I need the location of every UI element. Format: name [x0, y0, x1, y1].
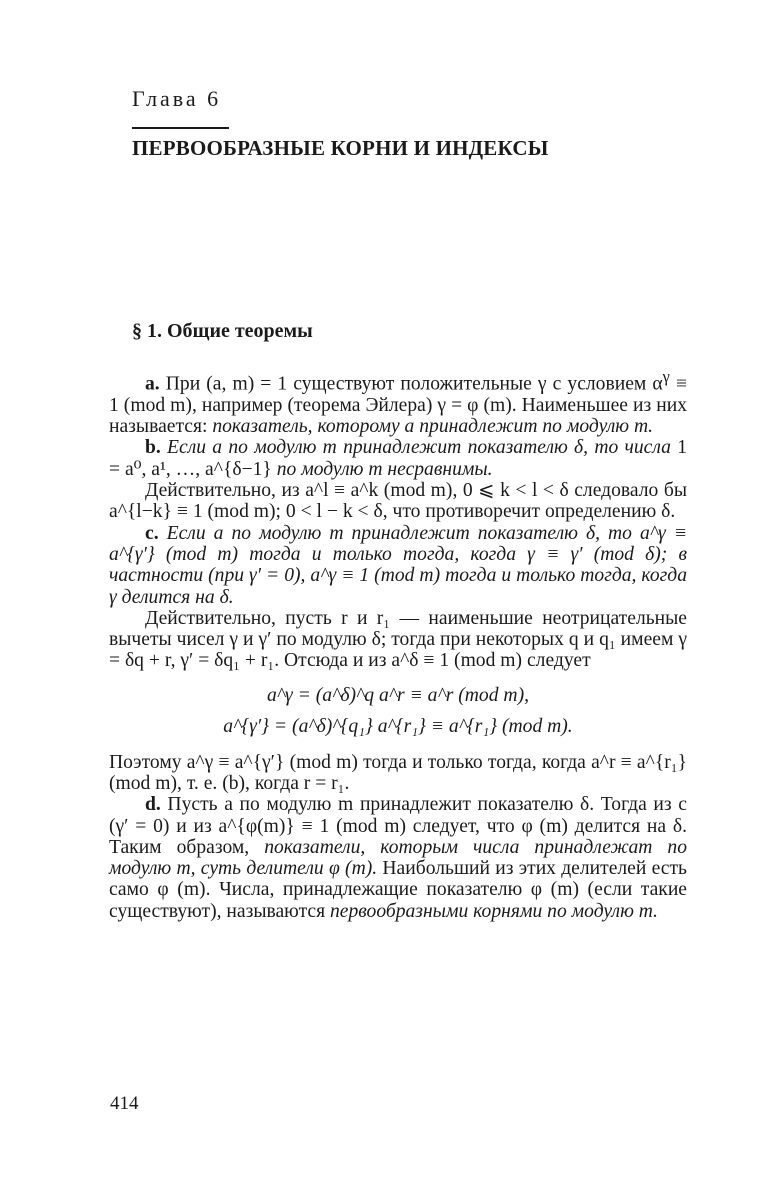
superscript: γ — [662, 367, 670, 386]
theorem-text: Если a по модулю m принадлежит показателю δ, то числа — [160, 437, 678, 459]
paragraph-b-proof: Действительно, из a^l ≡ a^k (mod m), 0 ⩽ k < l < δ следовало бы a^{l−k} ≡ 1 (mod m); 0 < l − k < δ, что противоречит определению δ. — [109, 480, 687, 523]
paragraph-a — [109, 366, 687, 437]
section-heading: § 1. Общие теоремы — [132, 320, 313, 342]
paragraph-b — [109, 437, 687, 480]
paragraph-c — [109, 523, 687, 608]
paragraph-label: d. — [145, 794, 161, 816]
theorem-text: по модулю m несравнимы. — [271, 458, 493, 480]
paragraph-label: a. — [145, 373, 160, 395]
formula-line: a^{γ′} = (a^δ)^{q₁} a^{r₁} ≡ a^{r₁} (mod m). — [223, 715, 573, 737]
paragraph-text: При (a, m) = 1 существуют положительные γ с условием α — [159, 373, 663, 395]
definition-text: показатель, которому a принадлежит по модулю m. — [212, 416, 654, 438]
paragraph-label: b. — [145, 437, 161, 459]
body-text — [109, 366, 687, 922]
paragraph-text: ≡ 1 (mod m), например (теорема Эйлера) γ = φ (m). Наименьшее из них называется: — [109, 373, 687, 438]
paragraph-c-proof: Действительно, пусть r и r₁ — наименьшие неотрицательные вычеты чисел γ и γ′ по модулю δ; тогда при некоторых q и q₁ имеем γ = δq + r, γ′ = δq₁ + r₁. Отсюда и из a^δ ≡ 1 (mod m) следует — [109, 607, 687, 672]
paragraph-conclusion: Поэтому a^γ ≡ a^{γ′} (mod m) тогда и только тогда, когда a^r ≡ a^{r₁} (mod m), т. е. (b), когда r = r₁. — [109, 751, 687, 794]
display-formulas — [109, 680, 687, 742]
inline-formula: 1 = a⁰, a¹, …, a^{δ−1} — [109, 437, 687, 480]
theorem-text: показатели, которым числа принадлежат по модулю m, суть делители φ (m). — [109, 836, 687, 880]
definition-text: первообразными корнями по модулю m. — [329, 900, 658, 922]
paragraph-text: Пусть a по модулю m принадлежит показателю δ. Тогда из c (γ′ = 0) и из a^{φ(m)} ≡ 1 (mod m) следует, что φ (m) делится на δ. Таким образом, — [109, 794, 687, 858]
formula-line: a^γ = (a^δ)^q a^r ≡ a^r (mod m), — [266, 684, 530, 706]
page-number: 414 — [110, 1093, 139, 1114]
paragraph-d — [109, 794, 687, 922]
paragraph-text: Наибольший из этих делителей есть само φ (m). Числа, принадлежащие показателю φ (m) (если такие существуют), называются — [109, 858, 687, 922]
theorem-text: Если a по модулю m принадлежит показателю δ, то a^γ ≡ a^{γ′} (mod m) тогда и только тогда, когда γ ≡ γ′ (mod δ); в частности (при γ′ = 0), a^γ ≡ 1 (mod m) тогда и только тогда, когда γ делится на δ. — [109, 522, 687, 608]
chapter-title: ПЕРВООБРАЗНЫЕ КОРНИ И ИНДЕКСЫ — [132, 136, 549, 160]
paragraph-label: c. — [145, 522, 159, 544]
chapter-rule — [132, 127, 229, 129]
chapter-label: Глава 6 — [132, 86, 222, 111]
